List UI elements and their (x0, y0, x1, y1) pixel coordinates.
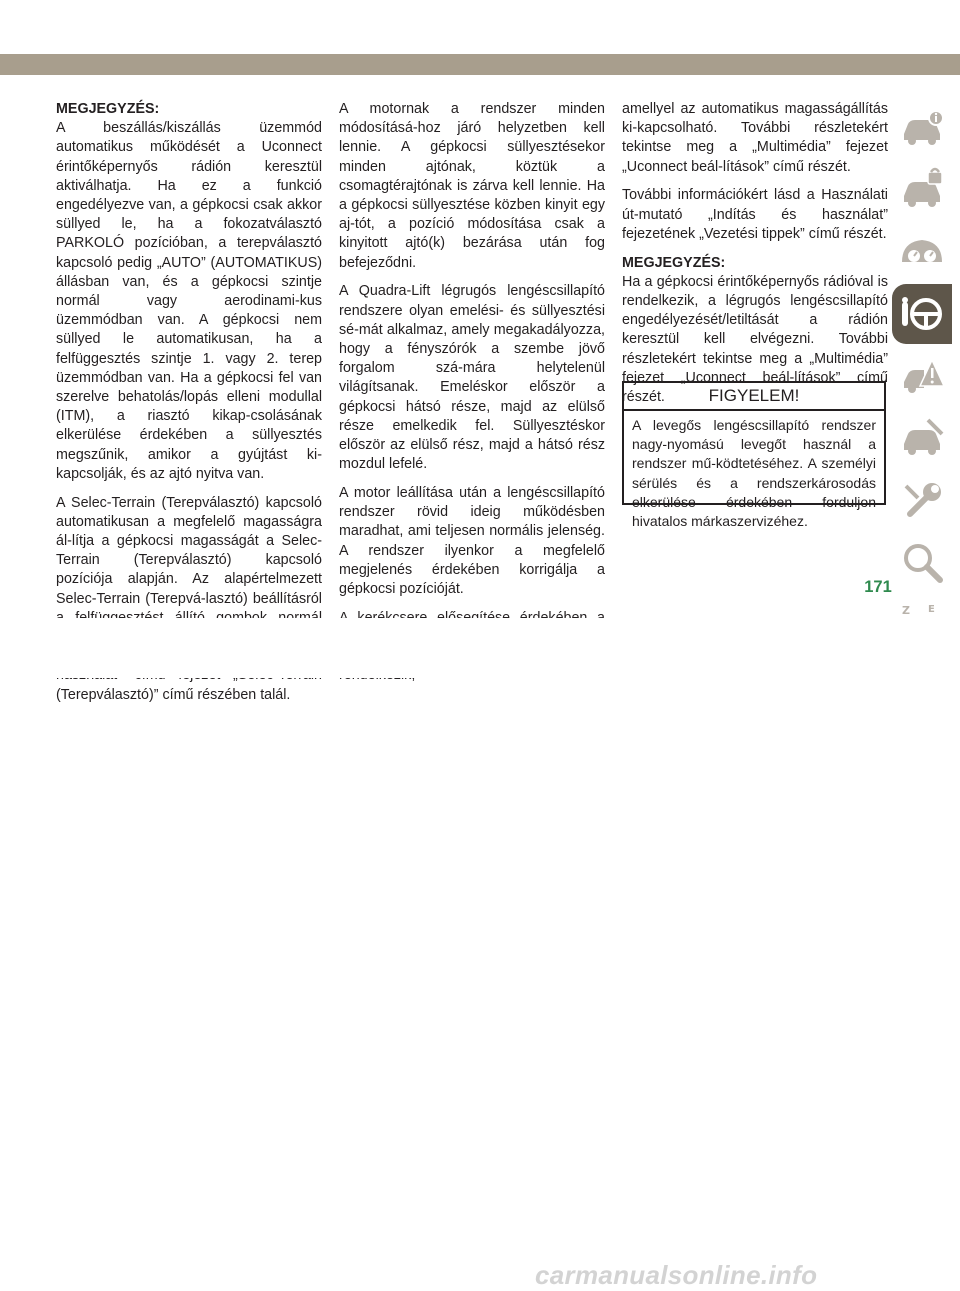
car-info-icon (898, 104, 946, 152)
tab-car-info[interactable] (892, 98, 952, 158)
paragraph: A motor leállítása után a lengéscsillapító rendszer rövid ideig működésben maradhat, ami teljesen normális jelenség. A rendszer ilyenkor a megfelelő megjelenés érdekében korrigálja a gépkocsi pozícióját. (339, 485, 605, 598)
paragraph: A Selec-Terrain (Terepválasztó) kapcsoló automatikusan a megfelelő magasságra ál-lítja a gépkocsi magasságát a Selec-Terrain (Terepválasztó) kapcsoló pozíciója alapján. Az alapértelmezett Selec-Terrain (Terepvá-lasztó) beállításról (Terepválasztó)” című részében talál. (56, 494, 322, 703)
paragraph: A Quadra-Lift légrugós lengéscsillapító rendszere olyan emelési- és süllyesztési sé-mát alkalmaz, amely megakadályozza, hogy a fényszórók a szembe jövő forgalom szá-mára helytelenül világítsanak. Emeléskor először a gépkocsi hátsó része, majd az elülső része emelkedik fel. Süllyesztéskor először az elülső rész, majd a hátsó rész mozdul lefelé. (339, 283, 605, 473)
warning-triangle-icon (898, 352, 946, 400)
tab-maintenance[interactable] (892, 470, 952, 530)
header-band (0, 54, 960, 75)
tab-car-security[interactable] (892, 160, 952, 220)
paragraph: amellyel az automatikus magasságállítás ki-kapcsolható. További részletekért tekintse meg a „Multimédia” fejezet „Uconnect beál-lítások” című részét. (622, 101, 888, 175)
paragraph: További információkért lásd a Használati út-mutató „Indítás és használat” fejezetének „Vezetési tippek” című részét. (622, 187, 888, 242)
paragraph: A beszállás/kiszállás üzemmód automatikus működését a Uconnect érintőképernyős rádión keresztül aktiválhatja. Ha ez a funkció engedélyezve van, a gépkocsi csak akkor süllyed le, ha a fokozatválasztó PARKOLÓ pozícióban, a terepválasztó kapcsoló pedig „AUTO” (AUTOMATIKUS) állásban van, és a gépkocsi szintje normál vagy aerodinami-kus üzemmódban van. A gépkocsi nem süllyed le automatikusan, ha a felfüggesztés szintje 1. vagy 2. terep üzemmódban van. Ha a gépkocsi fel van szerelve behatolás/lopás elleni modullal (ITM), a riasztó kikap-csolásának elkerülése érdekében a süllyesztés megszűnik, amikor a gyújtást ki-kapcsolják, és az ajtó nyitva van. (56, 120, 322, 482)
paragraph: A motornak a rendszer minden módosításá-hoz járó helyzetben kell lennie. A gépkocsi süllyesztésekor minden ajtónak, köztük a csomagtérajtónak is zárva kell lennie. Ha a gépkocsi süllyesztése közben kinyit egy aj-tót, a pozíció módosítása csak a kinyitott ajtó(k) bezárása után fog befejeződni. (339, 101, 605, 271)
wrench-icon (898, 476, 946, 524)
page-number: 171 (864, 578, 892, 596)
top-header (0, 0, 960, 75)
tab-search[interactable] (892, 532, 952, 592)
index-letter: E (928, 604, 935, 615)
note-heading: MEGJEGYZÉS: (622, 254, 726, 271)
tab-car-service[interactable] (892, 408, 952, 468)
tab-dashboard[interactable] (892, 222, 952, 282)
tab-warning[interactable] (892, 346, 952, 406)
warning-title: FIGYELEM! (624, 383, 884, 411)
car-service-icon (898, 414, 946, 462)
column-middle (339, 100, 605, 695)
index-letter: Z (902, 604, 910, 617)
starting-driving-icon (898, 290, 946, 338)
note-heading: MEGJEGYZÉS: (56, 101, 160, 117)
warning-box (622, 381, 886, 530)
column-right (622, 100, 888, 417)
search-icon (898, 538, 946, 586)
tab-starting-driving[interactable] (892, 284, 952, 344)
car-security-icon (898, 166, 946, 214)
paragraph: Ha a gépkocsi érintőképernyős rádióval is rendelkezik, a légrugós lengéscsillapító engedélyezését/letiltását a rádión keresztül kell elvégezni. További részletekért tekintse meg a „Multimédia” fejezet „Uconnect beál-lítások” című részét. (622, 273, 888, 406)
dashboard-gauge-icon (898, 228, 946, 276)
watermark: carmanualsonline.info (535, 1260, 818, 1290)
warning-text: A levegős lengéscsillapító rendszer nagy-nyomású levegőt használ a rendszer mű-ködtetéséhez. A személyi sérülés és a rendszerkárosodás elkerülése érdekében forduljon hivatalos márkaszervizéhez. (632, 417, 876, 530)
footer (0, 618, 960, 1290)
